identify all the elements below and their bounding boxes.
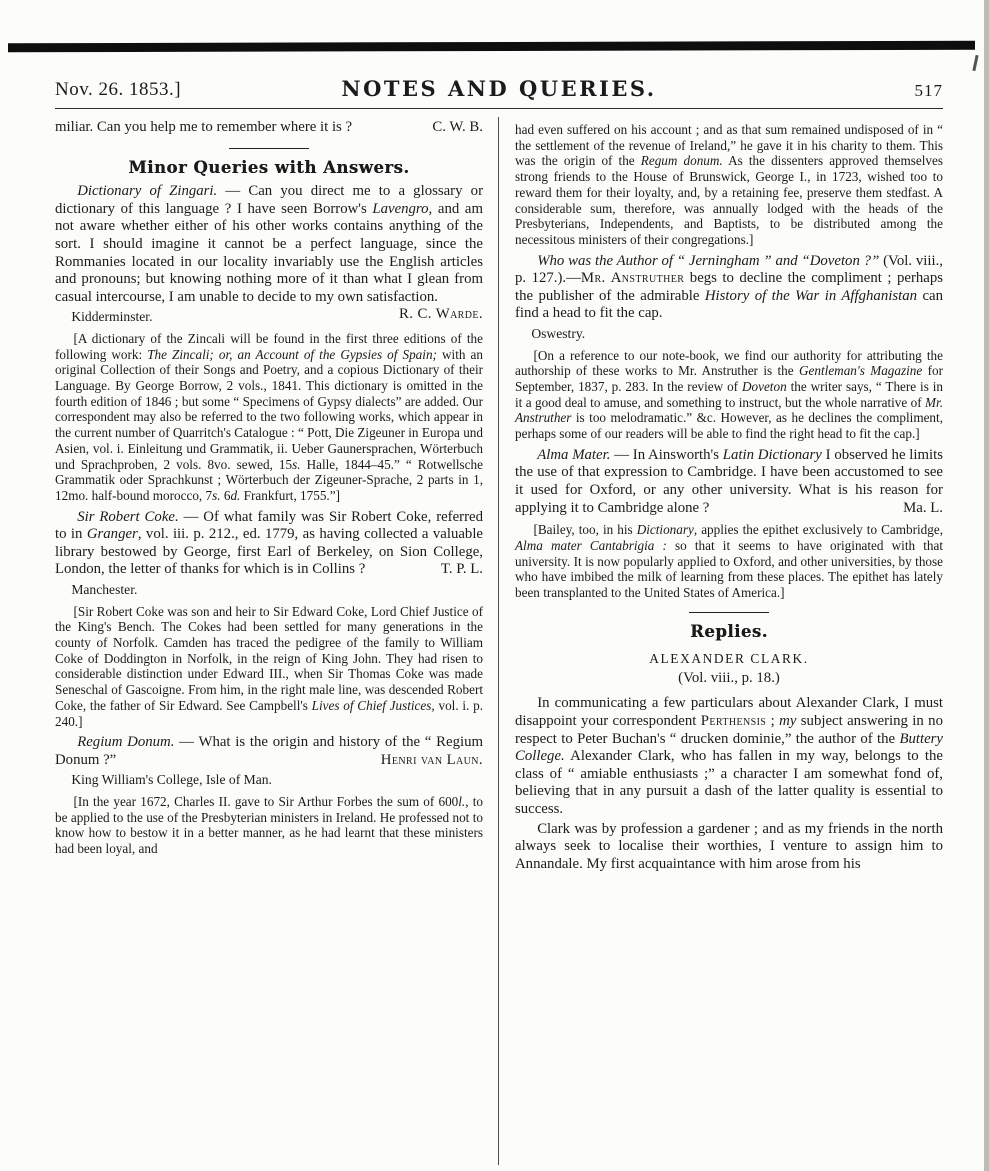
- text-run: subject answering in no respect to Peter Buchan's “ drucken dominie,” the author of the: [515, 713, 943, 747]
- text-run: King William's College, Isle of Man.: [71, 772, 272, 788]
- text-run: Sir Robert Coke.: [77, 508, 179, 525]
- text-run: Gentleman's Magazine: [799, 363, 923, 379]
- text-run: l.: [458, 794, 466, 810]
- text-run: Alma Mater.: [537, 446, 611, 463]
- text-run: with an original Collection of their Songs and Poetry, and a copious Dictionary of their Language. By George Borrow, 2 vols., 1841. This dictionary is omitted in the fourth edition of 1846 ; but some “ Specimens of Gypsy dialects” are added. Our correspondent may also be referred to the two following works, which appear in the current number of Quarritch's Catalogue : “ Pott, Die Zigeuner in Europa und Asien, vol. i. Einleitung und Grammatik, ii. Ueber Gaunersprachen, Wörterbuch und Sprachproben, 2 vols. 8vo. sewed, 15: [55, 346, 483, 472]
- continuation-paragraph: [55, 119, 483, 137]
- text-run: [On a reference to our note-book, we find our authority for attributing the authorship of these works to Mr. Anstruther is the: [515, 347, 943, 379]
- correspondent-address: [55, 581, 483, 599]
- page-header: [55, 70, 943, 109]
- text-run: , to be applied to the use of the Presbyterian ministers in Ireland. He professed not to know how to bestow it in a better manner, as he had learnt that these ministers had been loyal, and: [55, 794, 483, 857]
- text-run: Clark was by profession a gardener ; and as my friends in the north always seek to localise their worthies, I venture to assign him to Annandale. My first acquaintance with him arose from his: [515, 820, 943, 872]
- text-run: As the dissenters approved themselves strong friends to the House of Brunswick, George I., in 1723, wished too to reward them for their loyalty, and, by a retaining fee, preserve them stedfast. A considerable sum, therefore, was annually lodged with the heads of the Presbyterians, Independents, and Baptists, to be distributed among the necessitous ministers of their congregations.]: [515, 153, 943, 247]
- right-column: [499, 117, 943, 1165]
- section-heading-replies: [515, 623, 943, 641]
- text-run: Replies.: [690, 621, 768, 641]
- text-run: Manchester.: [71, 582, 138, 598]
- correspondent-address: [515, 325, 943, 343]
- article-title: [515, 650, 943, 668]
- text-run: d.: [230, 487, 241, 503]
- text-run: Lives of Chief Justices: [311, 697, 432, 713]
- query-jerningham-doveton: [515, 253, 943, 323]
- text-run: [In the year 1672, Charles II. gave to Sir Arthur Forbes the sum of 600: [73, 794, 459, 810]
- section-divider: [689, 612, 769, 613]
- text-columns: [55, 117, 943, 1165]
- signature: C. W. B.: [432, 119, 483, 135]
- text-run: had even suffered on his account ; and as that sum remained undisposed of in “ the settlement of the revenue of Ireland,” he gave it in his charity to them. This was the origin of the: [515, 122, 943, 169]
- text-run: Alexander Clark, who has fallen in my way, belongs to the class of “ amiable enthusiasts ;” a character I am somewhat fond of, believing that in any pursuit a dash of the latter quality is essential to success.: [515, 748, 943, 818]
- signature: R. C. Warde.: [399, 306, 483, 323]
- text-run: Mr. Anstruther: [580, 270, 685, 287]
- text-run: The Zincali; or, an Account of the Gypsies of Spain;: [147, 346, 437, 362]
- text-run: Dictionary of Zingari.: [77, 183, 218, 200]
- reply-paragraph: [515, 821, 943, 874]
- scan-artifact-bar: [8, 41, 975, 53]
- text-run: so that it seems to have originated with that university. It is now popularly applied to Oxford, and other universities, by those who have imbibed the milk of learning from these places. The epithet has lately been transplanted to the United States of America.]: [515, 537, 943, 600]
- reply-paragraph: [515, 695, 943, 818]
- editorial-note-coke: [55, 604, 483, 730]
- text-run: [Sir Robert Coke was son and heir to Sir Edward Coke, Lord Chief Justice of the King's Bench. The Cokes had been settled for many generations in the county of Norfolk. Camden has traced the pedigree of the family to William Coke of Doddington in Norfolk, in the reign of King John. They had risen to considerable distinction under Edward III., when Sir Thomas Coke was made Seneschal of Gascoigne. From him, in the right male line, was descended Robert Coke, the father of Sir Edward. See Campbell's: [55, 603, 483, 713]
- text-run: can find a head to fit the cap.: [515, 287, 943, 322]
- text-run: Lavengro: [372, 200, 429, 217]
- section-divider: [229, 148, 309, 149]
- text-run: Alma mater Cantabrigia :: [515, 537, 667, 553]
- text-run: — Of what family was Sir Robert Coke, referred to in: [55, 508, 484, 543]
- editorial-note-regium-donum-continued: [515, 122, 943, 248]
- editorial-note-zincali: [55, 331, 483, 504]
- query-regium-donum: [55, 734, 483, 769]
- correspondent-address: [55, 771, 483, 789]
- text-run: In communicating a few particulars about Alexander Clark, I must disappoint your correspondent: [515, 695, 943, 730]
- text-run: (Vol. viii., p. 18.): [678, 669, 780, 686]
- text-run: Frankfurt, 1755.”]: [240, 487, 340, 503]
- text-run: , and am not aware whether either of his other works contains anything of the sort. I should imagine it cannot be a perfect language, since the Rommanies located in our locality invariably use the English articles and pronouns; but knowing nothing more of it than what I glean from casual intercourse, I am unable to decide to my own satisfaction.: [55, 200, 484, 305]
- left-column: [55, 117, 498, 1165]
- volume-reference: [515, 670, 943, 688]
- signature: T. P. L.: [440, 561, 483, 578]
- text-run: ALEXANDER CLARK.: [649, 651, 809, 667]
- text-run: (Vol. viii., p. 127.).—: [515, 252, 943, 287]
- query-alma-mater: [515, 447, 943, 517]
- text-run: Minor Queries with Answers.: [128, 157, 410, 177]
- page-number: 517: [914, 81, 943, 100]
- text-run: — Can you direct me to a glossary or dictionary of this language ? I have seen Borrow's: [55, 183, 483, 217]
- text-run: Regium Donum.: [77, 734, 175, 751]
- page-edge-shadow: [984, 0, 989, 1171]
- text-run: for September, 1837, p. 283. In the review of: [515, 363, 943, 394]
- text-run: Halle, 1844–45.” “ Rotwellsche Grammatik oder Sprachkunst ; Wörterbuch der Zigeuner-Sprache, 2 parts in 1, 12mo. half-bound morocco, 7: [55, 456, 483, 503]
- text-run: is too melodramatic.” &c. However, as he declines the compliment, perhaps some of our readers will be able to find the right head to fit the cap.]: [515, 410, 943, 442]
- scan-artifact-mark: [972, 55, 978, 71]
- text-run: I observed he limits the use of that expression to Cambridge. I have been accustomed to see it used for Oxford, or any other university. What is his reason for applying it to Cambridge alone ?: [515, 446, 943, 516]
- text-run: Granger: [86, 526, 138, 543]
- text-run: , applies the epithet exclusively to Cambridge,: [693, 522, 943, 538]
- text-run: miliar. Can you help me to remember where it is ?: [55, 119, 353, 135]
- editorial-note-anstruther: [515, 348, 943, 442]
- issue-date: Nov. 26. 1853.]: [55, 79, 182, 100]
- text-run: 6: [220, 487, 231, 503]
- section-heading-minor-queries: [55, 159, 483, 177]
- query-sir-robert-coke: [55, 509, 483, 579]
- text-run: ;: [766, 713, 780, 730]
- signature: Ma. L.: [903, 499, 943, 516]
- text-run: Latin Dictionary: [722, 446, 822, 463]
- text-run: Who was the Author of “ Jerningham ” and “Doveton ?”: [537, 252, 880, 269]
- text-run: [Bailey, too, in his: [533, 522, 637, 538]
- text-run: Kidderminster.: [71, 309, 153, 325]
- text-run: History of the War in Affghanistan: [704, 287, 918, 304]
- text-run: , vol. iii. p. 212., ed. 1779, as having collected a valuable library bestowed by George, first Earl of Berkeley, on Sion College, London, the letter of thanks for which is in Collins ?: [55, 526, 483, 578]
- text-run: s.: [292, 456, 301, 472]
- text-run: Mr. Anstruther: [515, 394, 943, 426]
- text-run: the writer says, “ There is in it a good deal to amuse, and something to instruct, but the whole narrative of: [515, 379, 943, 410]
- text-run: Oswestry.: [531, 326, 586, 341]
- editorial-note-alma-mater: [515, 522, 943, 601]
- text-run: my: [779, 713, 797, 730]
- text-run: Regum donum.: [640, 153, 723, 169]
- text-run: [A dictionary of the Zincali will be found in the first three editions of the following work:: [55, 330, 483, 362]
- text-run: Doveton: [741, 379, 787, 394]
- text-run: begs to decline the compliment ; perhaps the publisher of the admirable: [515, 270, 943, 304]
- text-run: — What is the origin and history of the “ Regium Donum ?”: [55, 734, 483, 768]
- text-run: s.: [212, 487, 221, 503]
- text-run: Buttery College.: [515, 730, 943, 765]
- text-run: — In Ainsworth's: [610, 446, 723, 463]
- editorial-note-regium-donum: [55, 794, 483, 857]
- text-run: Dictionary: [636, 522, 694, 538]
- signature: Henri van Laun.: [380, 751, 483, 768]
- publication-title: NOTES AND QUERIES.: [341, 76, 657, 101]
- text-run: , vol. i. p. 240.]: [55, 697, 484, 729]
- text-run: Perthensis: [700, 713, 767, 730]
